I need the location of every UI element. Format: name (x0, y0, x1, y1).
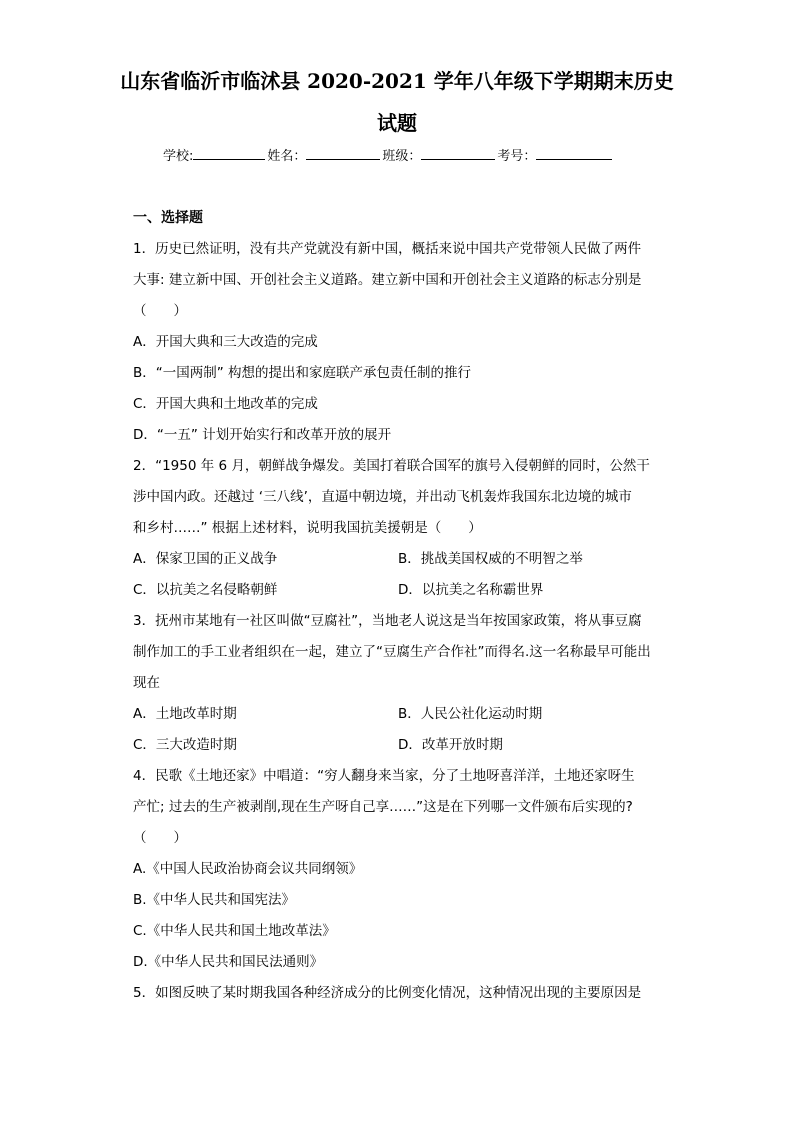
question-stem-line: 大事: 建立新中国、开创社会主义道路。建立新中国和开创社会主义道路的标志分别是 (133, 272, 642, 288)
question-stem-line: 2．“1950 年 6 月，朝鲜战争爆发。美国打着联合国军的旗号入侵朝鲜的同时，公然干 (133, 458, 650, 474)
option-c: C.《中华人民共和国土地改革法》 (133, 923, 336, 939)
option-a: A．保家卫国的正义战争 (133, 551, 278, 567)
answer-bracket: （ ） (133, 303, 187, 319)
option-d: D．以抗美之名称霸世界 (398, 582, 544, 598)
question-stem-line: 4．民歌《土地还家》中唱道：“穷人翻身来当家，分了土地呀喜洋洋，土地还家呀生 (133, 768, 635, 784)
exam-title: 山东省临沂市临沭县 2020-2021 学年八年级下学期期末历史 (120, 69, 674, 93)
question-stem-line: 5．如图反映了某时期我国各种经济成分的比例变化情况，这种情况出现的主要原因是 (133, 985, 642, 1001)
name-label: 姓名： (267, 149, 307, 164)
option-d: D.《中华人民共和国民法通则》 (133, 954, 324, 970)
question-1 (133, 234, 663, 451)
section-heading: 一、选择题 (133, 210, 203, 226)
option-d: D．改革开放时期 (398, 737, 503, 753)
number-label: 考号： (497, 149, 537, 164)
option-b: B．挑战美国权威的不明智之举 (398, 551, 583, 567)
question-stem-line: 和乡村……” 根据上述材料，说明我国抗美援朝是（ ） (133, 520, 482, 536)
question-2 (133, 451, 663, 606)
exam-title-continued: 试题 (377, 111, 417, 135)
option-row (133, 575, 663, 606)
option-a: A．开国大典和三大改造的完成 (133, 334, 318, 350)
school-blank (193, 145, 265, 160)
option-c: C．三大改造时期 (133, 737, 237, 753)
question-4 (133, 761, 663, 978)
question-stem-line: 产忙; 过去的生产被剥削,现在生产呀自己享……”这是在下列哪一文件颁布后实现的? (133, 799, 633, 815)
question-3 (133, 606, 663, 761)
question-stem-line: 3．抚州市某地有一社区叫做“豆腐社”，当地老人说这是当年按国家政策，将从事豆腐 (133, 613, 642, 629)
school-label: 学校: (163, 149, 194, 164)
question-stem-line: 现在 (133, 675, 160, 691)
class-label: 班级： (382, 149, 422, 164)
option-row (133, 730, 663, 761)
question-stem-line: 涉中国内政。还越过 ‘三八线’，直逼中朝边境，并出动飞机轰炸我国东北边境的城市 (133, 489, 632, 505)
option-a: A．土地改革时期 (133, 706, 237, 722)
option-b: B．人民公社化运动时期 (398, 706, 543, 722)
exam-body (133, 203, 663, 1009)
option-d: D．“一五” 计划开始实行和改革开放的展开 (133, 427, 392, 443)
option-a: A.《中国人民政治协商会议共同纲领》 (133, 861, 363, 877)
option-row (133, 699, 663, 730)
question-5 (133, 978, 663, 1009)
number-blank (536, 145, 612, 160)
class-blank (421, 145, 495, 160)
option-b: B.《中华人民共和国宪法》 (133, 892, 296, 908)
option-c: C．开国大典和土地改革的完成 (133, 396, 318, 412)
option-b: B．“一国两制” 构想的提出和家庭联产承包责任制的推行 (133, 365, 472, 381)
option-row (133, 544, 663, 575)
question-stem-line: 制作加工的手工业者组织在一起，建立了“豆腐生产合作社”而得名.这一名称最早可能出 (133, 644, 651, 660)
student-info-row (163, 145, 614, 167)
question-stem-line: 1．历史已然证明，没有共产党就没有新中国，概括来说中国共产党带领人民做了两件 (133, 241, 642, 257)
name-blank (306, 145, 380, 160)
option-c: C．以抗美之名侵略朝鲜 (133, 582, 278, 598)
answer-bracket: （ ） (133, 830, 187, 846)
